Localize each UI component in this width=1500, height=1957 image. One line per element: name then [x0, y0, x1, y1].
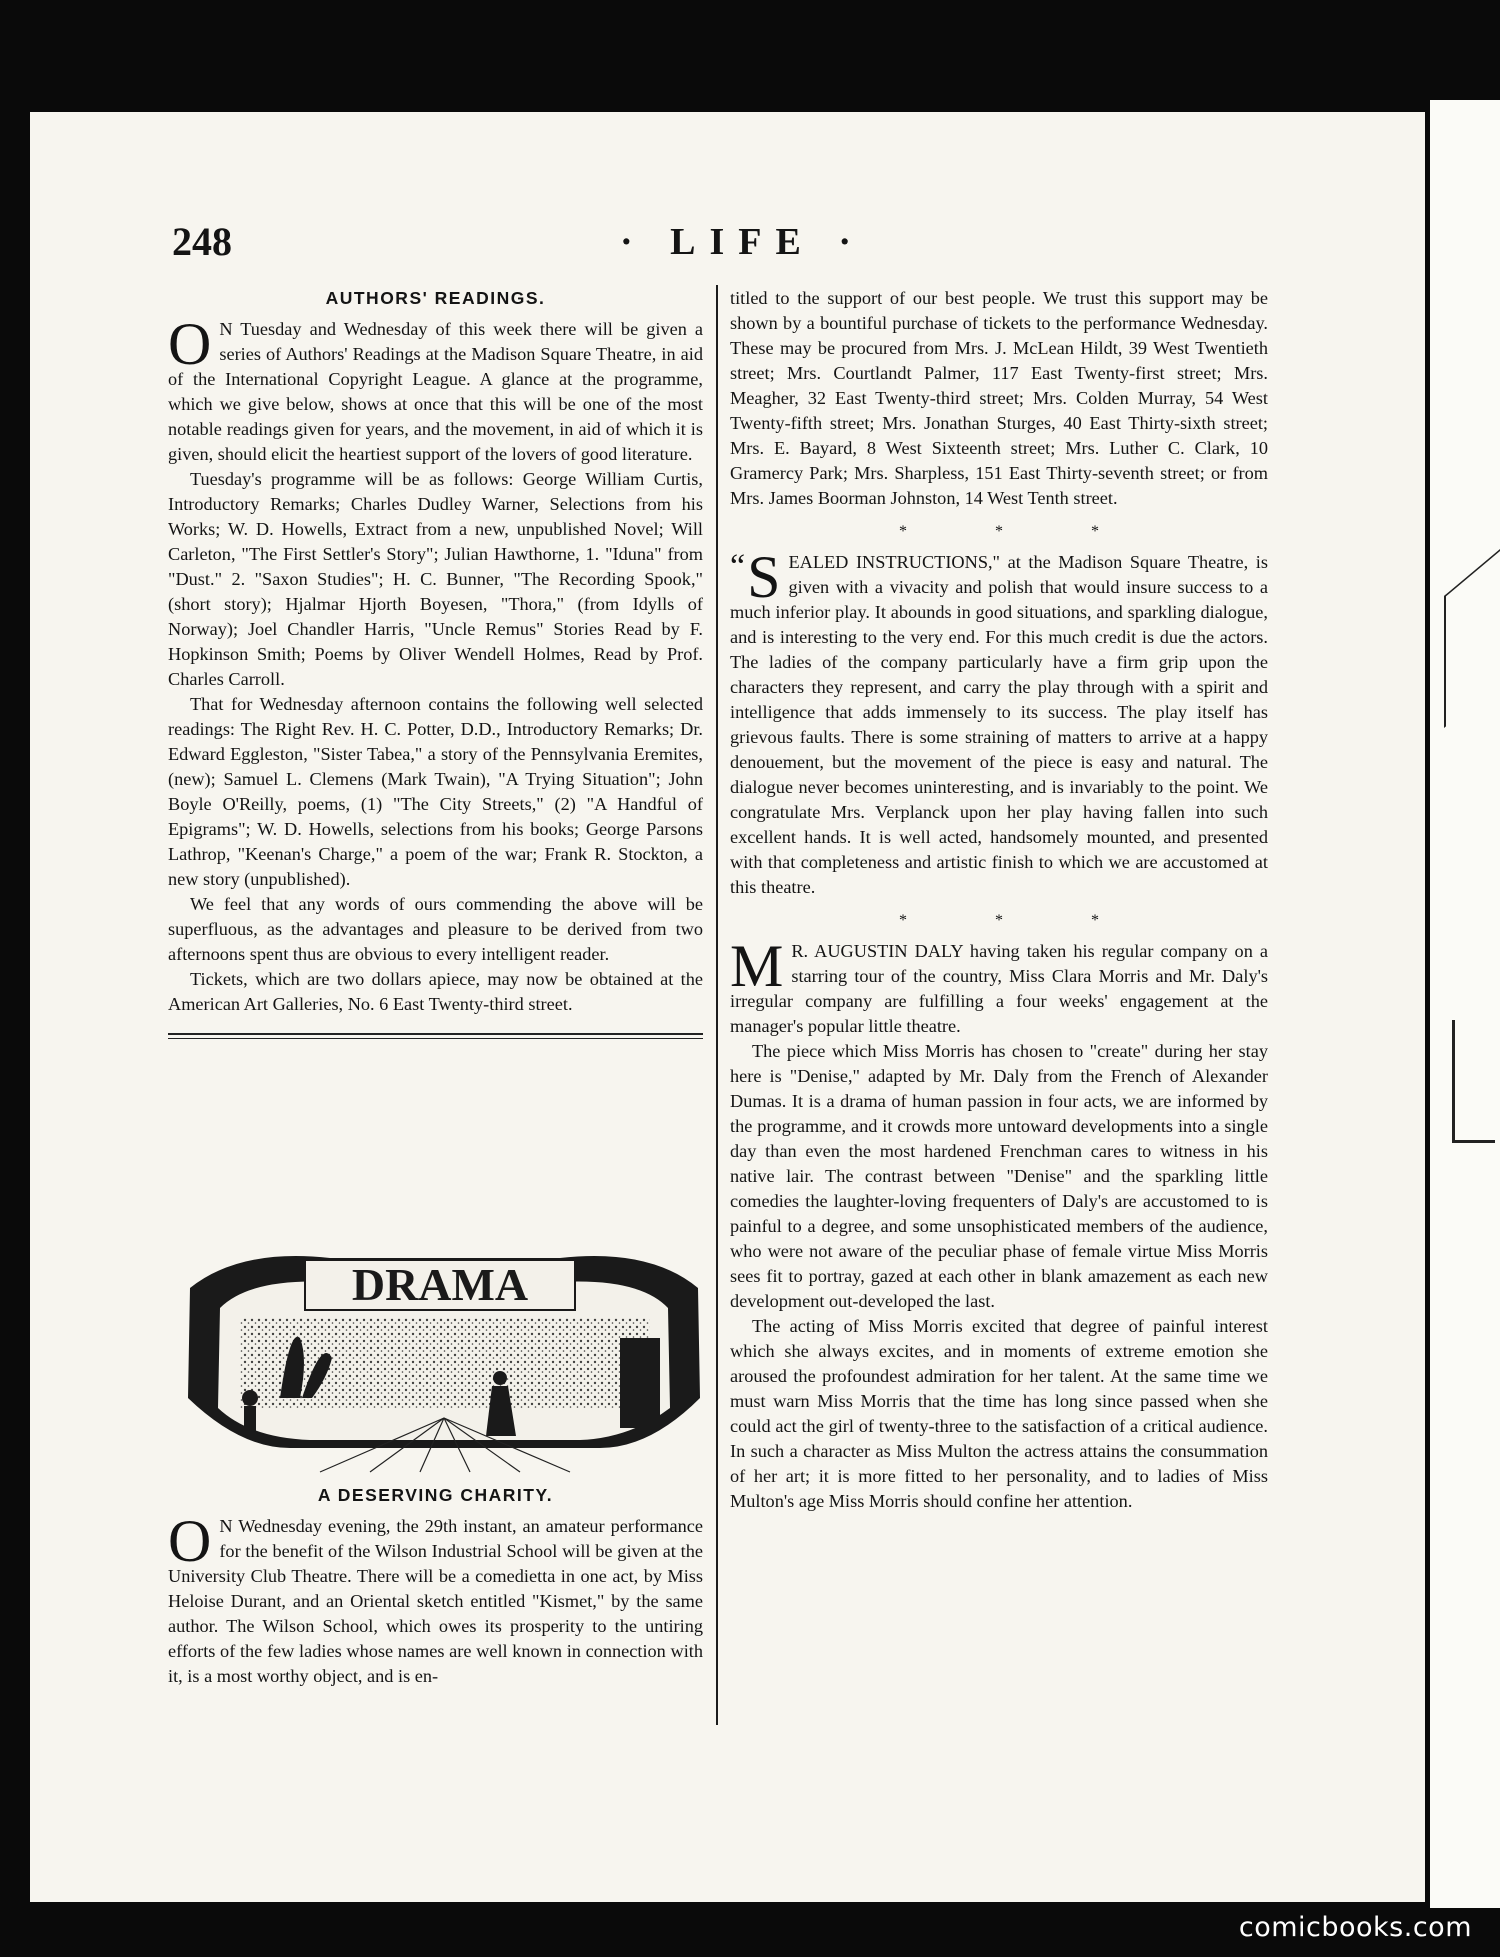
adjacent-page-fold	[1444, 544, 1500, 728]
authors-readings-heading: AUTHORS' READINGS.	[325, 288, 546, 308]
drop-cap: M	[730, 933, 784, 999]
right-column	[730, 286, 1268, 1514]
page-number: 248	[172, 219, 232, 264]
drop-cap: S	[747, 544, 781, 610]
masthead: · LIFE ·	[620, 221, 866, 263]
paragraph-text: R. AUGUSTIN DALY having taken his regular company on a starring tour of the country, Miss Clara Morris and Mr. Daly's irregular company are fulfilling a four weeks' engagement at the manager's popular little theatre.	[730, 941, 1268, 1036]
watermark: comicbooks.com	[1238, 1912, 1472, 1943]
column-rule	[716, 285, 718, 1725]
adjacent-page-mark	[1452, 1020, 1495, 1143]
authors-readings-paragraph	[168, 311, 703, 467]
paragraph-text: EALED INSTRUCTIONS," at the Madison Square Theatre, is given with a vivacity and polish that would insure success to a much inferior play. It abounds in good situations, and sparkling dialogue, and is interesting to the very end. For this much credit is due the actors. The ladies of the company particularly have a firm grip upon the characters they represent, and carry the play through with a spirit and intelligence that adds immensely to its success. The play itself has grievous faults. There is some straining of matters to arrive at a happy denouement, but the movement of the piece is easy and natural. The dialogue never becomes uninteresting, and is invariably to the point. We congratulate Mrs. Verplanck upon her play having fallen into such excellent hands. It is well acted, handsomely mounted, and presented with that completeness and artistic finish to which we are accustomed at this theatre.	[730, 552, 1268, 897]
drop-cap: O	[168, 311, 212, 377]
left-column	[168, 286, 703, 1039]
denise-paragraph: The piece which Miss Morris has chosen to "create" during her stay here is "Denise," adapted by Mr. Daly from the French of Alexander Dumas. It is a drama of human passion in four acts, we are informed by the programme, and it crowds more untoward developments into a single day than even the most hardened Frenchman cares to witness in his native lair. The contrast between "Denise" and the sparkling little comedies the laughter-loving frequenters of Daly's are accustomed to is painful to a degree, and some unsophisticated members of the audience, who were not aware of the peculiar phase of female virtue Miss Morris sees fit to portray, gazed at each other in blank amazement as each new development out-developed the last.	[730, 1041, 1268, 1311]
sealed-instructions-paragraph	[730, 544, 1268, 900]
deserving-charity-heading: A DESERVING CHARITY.	[317, 1485, 554, 1505]
section-stars: * * *	[899, 912, 1141, 929]
drama-banner-illustration	[180, 1248, 708, 1476]
drop-cap: O	[168, 1508, 212, 1574]
opening-quote: “	[730, 548, 746, 585]
tickets-paragraph: Tickets, which are two dollars apiece, may now be obtained at the American Art Galleries, No. 6 East Twenty-third street.	[168, 969, 703, 1014]
daly-paragraph	[730, 933, 1268, 1039]
drama-banner-title: DRAMA	[351, 1259, 529, 1310]
section-divider	[168, 1033, 703, 1039]
tuesday-programme-paragraph: Tuesday's programme will be as follows: George William Curtis, Introductory Remarks; Charles Dudley Warner, Selections from his Works; W. D. Howells, Extract from a new, unpublished Novel; Will Carleton, "The First Settler's Story"; Julian Hawthorne, 1. "Iduna" from "Dust." 2. "Saxon Studies"; H. C. Bunner, "The Recording Spook," (short story); Hjalmar Hjorth Boyesen, "Thora," (from Idylls of Norway); Joel Chandler Harris, "Uncle Remus" Stories Read by F. Hopkinson Smith; Poems by Oliver Wendell Holmes, Read by Prof. Charles Carroll.	[168, 469, 703, 689]
deserving-charity-section	[168, 1483, 703, 1689]
section-stars: * * *	[899, 523, 1141, 540]
adjacent-page-edge	[1430, 100, 1500, 1910]
commendation-paragraph: We feel that any words of ours commending the above will be superfluous, as the advantages and pleasure to be derived from two afternoons spent thus are obvious to every intelligent reader.	[168, 894, 703, 964]
wednesday-programme-paragraph: That for Wednesday afternoon contains the following well selected readings: The Right Rev. H. C. Potter, D.D., Introductory Remarks; Dr. Edward Eggleston, "Sister Tabea," a story of the Pennsylvania Eremites, (new); Samuel L. Clemens (Mark Twain), "A Trying Situation"; John Boyle O'Reilly, poems, (1) "The City Streets," (2) "A Handful of Epigrams"; W. D. Howells, selections from his books; George Parsons Lathrop, "Keenan's Charge," a poem of the war; Frank R. Stockton, a new story (unpublished).	[168, 694, 703, 889]
paragraph-text: N Tuesday and Wednesday of this week there will be given a series of Authors' Readings at the Madison Square Theatre, in aid of the International Copyright League. A glance at the programme, which we give below, shows at once that this will be one of the most notable readings given for years, and the movement, in aid of which it is given, should elicit the heartiest support of the lovers of good literature.	[168, 319, 703, 464]
paragraph-text: N Wednesday evening, the 29th instant, an amateur performance for the benefit of the Wilson Industrial School will be given at the University Club Theatre. There will be a comedietta in one act, by Miss Heloise Durant, and an Oriental sketch entitled "Kismet," by the same author. The Wilson School, which owes its prosperity to the untiring efforts of the few ladies whose names are well known in connection with it, is a most worthy object, and is en-	[168, 1516, 703, 1686]
deserving-charity-paragraph	[168, 1508, 703, 1689]
acting-paragraph: The acting of Miss Morris excited that degree of painful interest which she always excites, and in moments of extreme emotion she aroused the profoundest admiration for her talent. At the same time we must warn Miss Morris that the time has long since passed when she could act the girl of twenty-three to the satisfaction of a critical audience. In such a character as Miss Multon the actress attains the consummation of her art; it is more fitted to her personality, and to ladies of Miss Multon's age Miss Morris should confine her attention.	[730, 1316, 1268, 1511]
charity-continuation-paragraph: titled to the support of our best people. We trust this support may be shown by a bountiful purchase of tickets to the performance Wednesday. These may be procured from Mrs. J. McLean Hildt, 39 West Twentieth street; Mrs. Courtlandt Palmer, 117 East Twenty-first street; Mrs. Meagher, 32 East Twenty-third street; Mrs. Colden Murray, 54 West Twenty-fifth street; Mrs. Jonathan Sturges, 40 East Thirty-sixth street; Mrs. E. Bayard, 8 West Sixteenth street; Mrs. Luther C. Clark, 10 Gramercy Park; Mrs. Sharpless, 151 East Thirty-seventh street; or from Mrs. James Boorman Johnston, 14 West Tenth street.	[730, 288, 1268, 508]
